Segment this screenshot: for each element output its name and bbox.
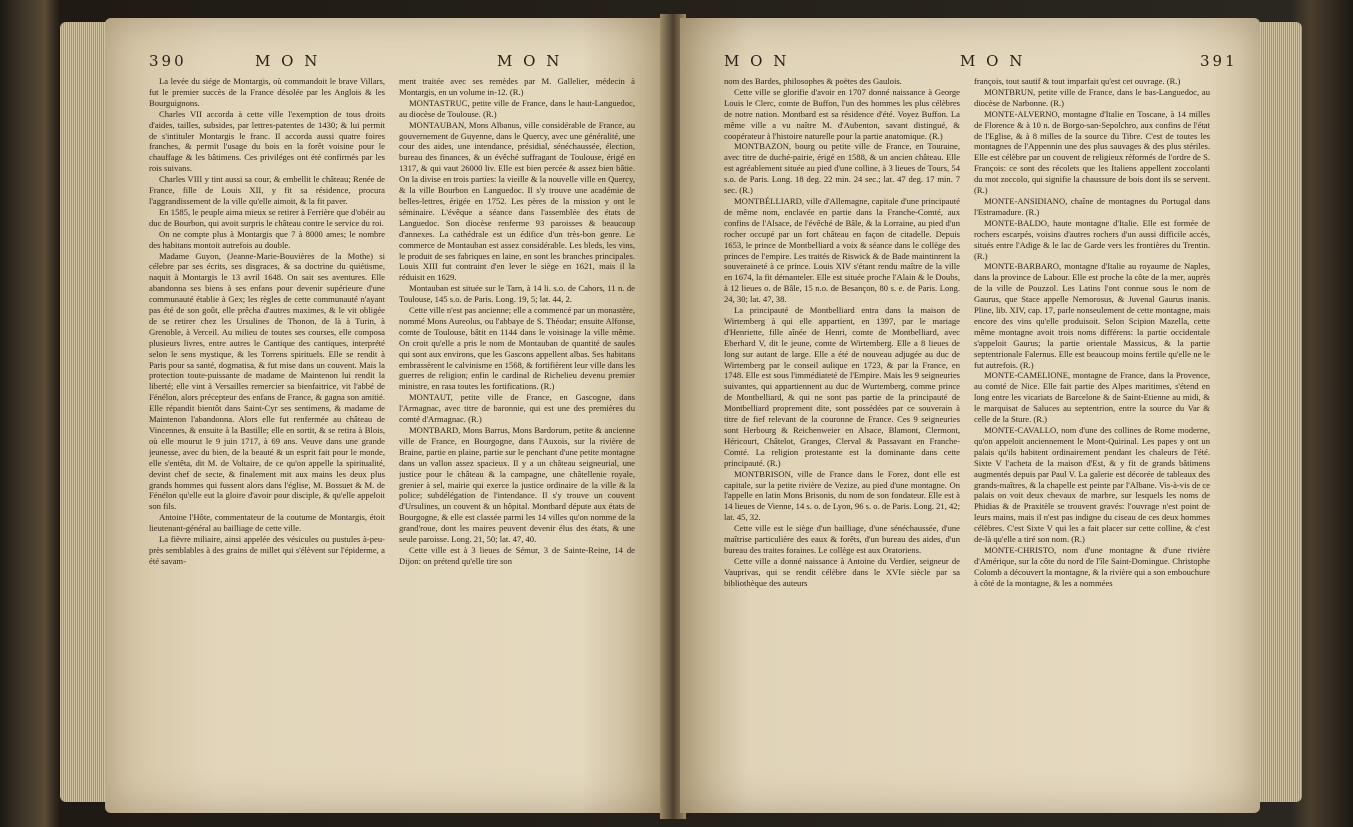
right-page-edges [1258,22,1302,802]
text-column-2 [399,76,635,811]
paragraph: MONTE-CHRISTO, nom d'une montagne & d'une rivière d'Amérique, sur la côte du nord de l'île Saint-Domingue. Christophe Colomb a découvert la montagne, & la rivière qui a son embouchure à côté de la montagne, & les a nommées [974,544,1210,588]
paragraph: Cette ville n'est pas ancienne; elle a commencé par un monastère, nommé Mons Aureolus, ou l'abbaye de S. Théodar; ensuite Alfonse, comte de Toulouse, bâtit en 1144 dans le voisinage la ville même. On croit qu'elle a pris le nom de Montauban de quantité de saules qui sont aux environs, que les Gascons appellent albas. Ses habitans embrassèrent le calvinisme en 1568, & fortifièrent leur ville dans les guerres de religion; enfin le cardinal de Richelieu devenu premier ministre, en rasa toutes les fortifications. (R.) [399,305,635,392]
paragraph: MONTE-BALDO, haute montagne d'Italie. Elle est formée de rochers escarpés, voisins d'autres rochers d'un aussi difficile accès, situés entre l'Adige & le lac de Garde vers les frontières du Trentin. (R.) [974,217,1210,261]
paragraph: Cette ville est à 3 lieues de Sémur, 3 de Sainte-Reine, 14 de Dijon: on prétend qu'elle tire son [399,544,635,566]
paragraph: françois, tout sautif & tout imparfait qu'est cet ouvrage. (R.) [974,76,1181,86]
page-number: 391 [1200,52,1238,70]
text-column-2 [974,76,1210,811]
left-page-edges [60,22,106,802]
text-column-1 [149,76,385,811]
paragraph: MONTE-CAVALLO, nom d'une des collines de Rome moderne, qu'on appeloit anciennement le Mont-Quirinal. Les papes y ont un palais qu'ils habitent ordinairement pendant les chaleurs de l'été. Sixte V l'acheta de la maison d'Est, & y fit de grands bâtimens augmentés depuis par Paul V. La galerie est décorée de tableaux des grands-maîtres, & la chapelle est peinte par l'Albane. Vis-à-vis de ce palais on voit deux chevaux de marbre, sur lesquels les noms de Phidias & de Praxitèle se trouvent gravés: l'ouvrage n'est point de leurs mains, mais il n'est pas indigne du ciseau de ces deux hommes célèbres. C'est Sixte V qui les a fait placer sur cette colline, & c'est de-là qu'elle a tiré son nom. (R.) [974,425,1210,545]
paragraph: La fièvre miliaire, ainsi appelée des vésicules ou pustules à-peu-près semblables à des grains de millet qui s'élèvent sur l'épiderme, a été savam- [149,534,385,566]
paragraph: MONTASTRUC, petite ville de France, dans le haut-Languedoc, au diocèse de Toulouse. (R.) [399,97,635,119]
right-page [680,18,1260,813]
paragraph: Antoine l'Hôte, commentateur de la coutume de Montargis, étoit lieutenant-général au bailliage de cette ville. [149,512,385,534]
paragraph: nom des Bardes, philosophes & poëtes des Gaulois. [724,76,902,86]
text-columns [149,76,635,811]
paragraph: MONTBRISON, ville de France dans le Forez, dont elle est capitale, sur la petite rivière de Vezize, au pied d'une montagne. On l'appelle en latin Mons Brisonis, du nom de son fondateur. Elle est à 14 lieues de Vienne, 14 s. o. de Lyon, 96 s. o. de Paris. Long. 21, 42; lat. 45, 32. [724,468,960,523]
paragraph: MONTE-ALVERNO, montagne d'Italie en Toscane, à 14 milles de Florence & à 10 n. de Borgo-san-Sepolchro, aux confins de l'état de l'Eglise, & à 8 milles de la source du Tibre. C'est de toutes les montagnes de l'Appennin une des plus sauvages & des plus stériles. Elle est célèbre par un couvent de religieux réformés de l'ordre de S. François: ce sont des récolets que les Italiens appellent zoccolanti du mot zoccolo, qui signifie la chaussure de bois dont ils se servent. (R.) [974,108,1210,196]
page-number: 390 [149,52,187,70]
running-header-right: M O N [960,52,1026,70]
paragraph: MONTE-CAMELIONE, montagne de France, dans la Provence, au comté de Nice. Elle fait partie des Alpes maritimes, s'étend en long entre les vicariats de Barcelone & de Saint-Etienne au midi, & le marquisat de Saluces au septentrion, entre la source du Var & celle de la Sture. (R.) [974,370,1210,425]
paragraph: MONTBARD, Mons Barrus, Mons Bardorum, petite & ancienne ville de France, en Bourgogne, dans l'Auxois, sur la rivière de Braine, partie en plaine, partie sur le penchant d'une petite montagne dans un vallon assez spacieux. Il y a un château seigneurial, une justice pour le château & la campagne, une châtellenie royale, grenier à sel, mairie qui exerce la justice ordinaire de la ville & la police; subdélégation de l'intendance. Il s'y trouve un couvent d'Ursulines, un couvent & un hôpital. Montbard députe aux états de Bourgogne, & elle est classée parmi les 14 villes qu'on nomme de la grand'roue, dont les maires peuvent devenir élus des états, & une seule paroisse. Long. 21, 50; lat. 47, 40. [399,425,635,545]
running-header-right: M O N [497,52,563,70]
paragraph: Charles VIII y tint aussi sa cour, & embellit le château; Renée de France, fille de Louis XII, y fit sa résidence, procura l'aggrandissement de la ville qu'elle aimoit, & la fit paver. [149,174,385,206]
paragraph: ment traitée avec ses remèdes par M. Gallelier, médecin à Montargis, en un volume in-12. (R.) [399,76,635,97]
running-header-left: M O N [724,52,790,70]
paragraph: Charles VII accorda à cette ville l'exemption de tous droits d'aides, tailles, subsides, par lettres-patentes de 1430; & lui permit de s'intituler Montargis le franc. Il accorda aussi quatre foires franches, & permit l'usage du bois en la forêt voisine pour le chauffage & les bâtimens. Ces priviléges ont été confirmés par les rois suivans. [149,108,385,174]
paragraph: La principauté de Montbelliard entra dans la maison de Wirtemberg à qui elle appartient, en 1397, par le mariage d'Henriette, fille aînée de Henri, comte de Montbelliard, avec Eberhard V, dit le jeune, comte de Wirtemberg. Elle a 8 lieues de long sur autant de large. Elle a été de nouveau adjugée au duc de Wirtemberg par le conseil aulique en 1723, & par la France, en 1748. Elle est sous l'immédiateté de l'Empire. Mais les 9 seigneuries suivantes, qui appartiennent au duc de Wurtemberg, comme prince de Montbelliard, & qui ne sont pas partie de la principauté de Montbelliard proprement dite, sont possédées par ce souverain à titre de fief relevant de la couronne de France. Ces 9 seigneuries sont Herbourg & Reichenweier en Alsace, Blamont, Clermont, Héricourt, Châtelot, Granges, Clerval & Passavant en Franche-Comté. La religion protestante est la dominante dans cette principauté. (R.) [724,305,960,468]
running-header-left: M O N [255,52,321,70]
paragraph: Cette ville a donné naissance à Antoine du Verdier, seigneur de Vauprivas, qui se rendit célèbre dans le XVIe siècle par sa bibliothèque des auteurs [724,555,960,588]
paragraph: Cette ville est le siège d'un bailliage, d'une sénéchaussée, d'une maîtrise particulière des eaux & forêts, d'un bureau des aides, d'un bureau des traites foraines. Le collège est aux Oratoriens. [724,523,960,555]
paragraph: Madame Guyon, (Jeanne-Marie-Bouvières de la Mothe) si célebre par ses écrits, ses disgraces, & sa doctrine du quiétisme, naquit à Montargis le 13 avril 1648. On sait ses aventures. Elle abandonna ses biens à ses enfans pour devenir supérieure d'une communauté établie à Gex; les règles de cette communauté n'ayant pas été de son goût, elle prêcha d'autres maximes, & le vit obligée de se retirer chez les Ursulines de Thonon, de là à Turin, à Grenoble, à Verceil. Au milieu de toutes ses courses, elle composa plusieurs livres, entre autres le Cantique des cantiques, interprété selon le sens mystique, & les Torrens spirituels. Elle se rendit à Paris pour sa santé, dogmatisa, & fut mise dans un couvent. Mais la protection toute-puissante de madame de Maintenon lui rendit la liberté; elle vint à Versailles remercier sa bienfaitrice, vit l'abbé de Fénélon, alors précepteur des enfans de France, & gagna son amitié. Elle répandit bientôt dans Saint-Cyr ses sentimens, & madame de Maintenon l'abandonna. Alors elle fut renfermée au château de Vincennes, & ensuite à la Bastille; elle en sortit, & se retira à Blois, où elle mourut le 9 juin 1717, à 69 ans. Veuve dans une grande jeunesse, avec du bien, de la beauté & un esprit fait pour le monde, elle s'entêta, dit M. de Voltaire, de ce qu'on appelle la spiritualité, devint chef de secte, & finalement mit aux mains les deux plus grands hommes qui fussent alors dans l'église, M. Bossuet & M. de Fénélon qu'elle eut la gloire d'avoir pour disciple, & qu'elle appeloit son fils. [149,250,385,512]
text-columns [724,76,1210,811]
paragraph: MONTBÉLLIARD, ville d'Allemagne, capitale d'une principauté de même nom, enclavée en partie dans la Franche-Comté, aux confins de l'Alsace, de l'évêché de Bâle, & la Lorraine, au pied d'un rocher occupé par un fort château en façon de citadelle. Depuis 1653, le prince de Montbelliard a voix & séance dans le collège des princes de l'empire. Les traités de Riswick & de Bade maintinrent la souveraineté à ce prince. Louis XIV s'étant rendu maître de la ville en 1674, la fit démanteler. Elle est située proche l'Alain & le Doubs, à 12 lieues o. de Bâle, 15 n.o. de Besançon, 80 s. e. de Paris. Long. 24, 30; lat. 47, 38. [724,195,960,305]
paragraph: MONTE-ANSIDIANO, chaîne de montagnes du Portugal dans l'Estramadure. (R.) [974,195,1210,217]
paragraph: Montauban est située sur le Tarn, à 14 li. s.o. de Cahors, 11 n. de Toulouse, 145 s.o. de Paris. Long. 19, 5; lat. 44, 2. [399,283,635,305]
paragraph: MONTAUT, petite ville de France, en Gascogne, dans l'Armagnac, avec titre de baronnie, qui est une des premières du comté d'Armagnac. (R.) [399,392,635,425]
paragraph: MONTAUBAN, Mons Albanus, ville considérable de France, au gouvernement de Guyenne, dans le Quercy, avec une généralité, une cour des aides, une intendance, présidial, sénéchaussée, élection, bureau des finances, & un évêché suffragant de Toulouse, érigé en 1317, & qui vaut 26000 liv. Elle est bien percée & assez bien bâtie. On la divise en trois parties: la vieille & la nouvelle ville en Quercy, & la ville Bourbon en Languedoc. Il s'y trouve une académie de belles-lettres, érigée en 1752. Les pères de la mission y ont le séminaire. L'évêque a séance dans l'assemblée des états de Languedoc. Son diocèse renferme 93 paroisses & beaucoup d'annexes. La cathédrale est un édifice d'un très-bon genre. Le commerce de Montauban est assez considérable. Les bleds, les vins, le produit de ses fabriques en laine, en sont les branches principales. Louis XIII fut contraint d'en lever le siège en 1621, mais il la réduisit en 1629. [399,119,635,283]
paragraph: MONTE-BARBARO, montagne d'Italie au royaume de Naples, dans la province de Labour. Elle est proche la côte de la mer, auprès de la ville de Pouzzol. Les Latins l'ont connue sous le nom de Gaurus, que Stace appelle Nemorosus, & Juvenal Gaurus inanis. Pline, lib. XIV, cap. 17, parle nonseulement de cette montagne, mais encore des vins qu'elle produisoit. Selon Scipion Mazella, cette même montagne avoit trois noms différens: la partie occidentale s'appeloit Gaurus; la partie orientale Massicus, & la partie septentrionale Falernus. Elle est beaucoup moins fertile qu'elle ne le fut autrefois. (R.) [974,261,1210,370]
text-column-1 [724,76,960,811]
paragraph: On ne compte plus à Montargis que 7 à 8000 ames; le nombre des habitans montoit autrefois au double. [149,228,385,250]
left-page [105,18,665,813]
paragraph: La levée du siége de Montargis, où commandoit le brave Villars, fut le premier succès de la France désolée par les Anglois & les Bourguignons. [149,76,385,108]
paragraph: MONTBRUN, petite ville de France, dans le bas-Languedoc, au diocèse de Narbonne. (R.) [974,86,1210,108]
paragraph: Cette ville se glorifie d'avoir en 1707 donné naissance à George Louis le Clerc, comte de Buffon, l'un des hommes les plus célèbres de notre nation. Montbard est sa résidence d'été. Voyez Buffon. La même ville a vu naître M. d'Aubenton, savant distingué, & coopérateur à l'histoire naturelle pour la partie anatomique. (R.) [724,86,960,141]
paragraph: MONTBAZON, bourg ou petite ville de France, en Touraine, avec titre de duché-pairie, érigé en 1588, & un ancien château. Elle est agréablement située au pied d'une colline, à 3 lieues de Tours, 54 s.o. de Paris. Long. 18 deg. 22 min. 24 sec.; lat. 47 deg. 17 min. 7 sec. (R.) [724,141,960,196]
paragraph: En 1585, le peuple aima mieux se retirer à Ferrière que d'obéir au duc de Bourbon, qui avoit surpris le château contre le service du roi. [149,206,385,228]
